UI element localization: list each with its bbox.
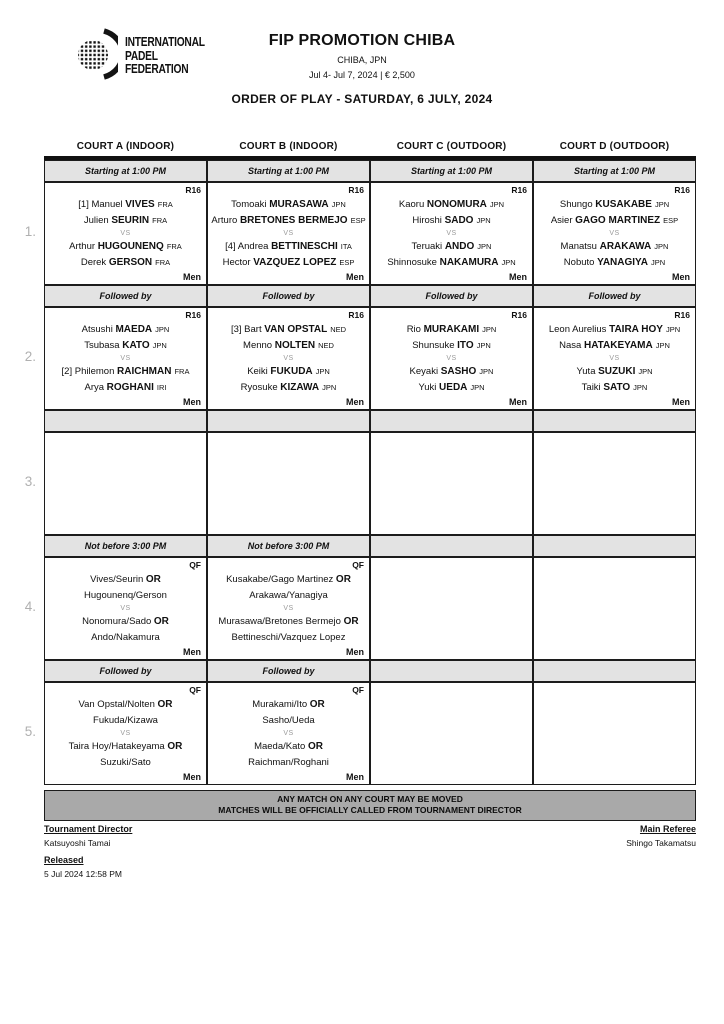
player-nationality: IRI: [156, 382, 167, 392]
player-first-name: Yuta: [576, 365, 599, 377]
player-surname: YANAGIYA: [597, 256, 649, 268]
vs-label: VS: [120, 354, 131, 362]
match-cell-r5-c3: [370, 682, 533, 785]
player-surname: RAICHMAN: [117, 365, 172, 377]
player-nationality: FRA: [155, 257, 171, 267]
category-label: Men: [346, 397, 364, 407]
player-surname: OR: [335, 573, 351, 585]
player-first-name: Arakawa/Yanagiya: [249, 589, 328, 601]
vs-label: VS: [120, 729, 131, 737]
vs-label: VS: [120, 604, 131, 612]
match-cell-r3-c4: [533, 432, 696, 535]
player-first-name: Kusakabe/Gago Martinez: [226, 573, 336, 585]
player-surname: UEDA: [439, 381, 468, 393]
session-band-r1-c4: Starting at 1:00 PM: [533, 160, 696, 182]
player-line: [418, 380, 484, 396]
player-first-name: Van Opstal/Nolten: [78, 698, 158, 710]
teams-block: [47, 196, 204, 271]
player-line: [218, 614, 358, 630]
tournament-director-name: Katsuyoshi Tamai: [44, 838, 111, 848]
player-first-name: [2] Philemon: [61, 365, 117, 377]
session-band-r4-c1: Not before 3:00 PM: [44, 535, 207, 557]
player-line: [78, 697, 172, 713]
teams-block: [210, 321, 367, 396]
player-first-name: Hector: [222, 256, 254, 268]
released-value: 5 Jul 2024 12:58 PM: [44, 869, 122, 879]
schedule-table: [44, 140, 696, 785]
order-of-play-title: ORDER OF PLAY - SATURDAY, 6 JULY, 2024: [231, 92, 493, 106]
player-line: [412, 213, 490, 229]
player-surname: BETTINESCHI: [271, 240, 338, 252]
player-line: [407, 322, 497, 338]
player-line: [84, 380, 166, 396]
player-nationality: FRA: [174, 366, 190, 376]
player-nationality: FRA: [157, 199, 173, 209]
teams-block: [373, 321, 530, 396]
player-surname: OR: [343, 615, 359, 627]
round-label: QF: [352, 685, 364, 695]
player-surname: OR: [309, 698, 325, 710]
event-title-block: [0, 32, 724, 80]
vs-label: VS: [120, 229, 131, 237]
logo-line-2: PADEL: [125, 48, 158, 63]
vs-label: VS: [283, 729, 294, 737]
player-nationality: ESP: [663, 215, 679, 225]
player-line: [410, 364, 494, 380]
match-cell-r4-c4: [533, 557, 696, 660]
player-first-name: Keyaki: [409, 365, 441, 377]
player-surname: MURAKAMI: [423, 323, 480, 335]
player-line: [549, 322, 680, 338]
player-line: [247, 364, 330, 380]
session-band-r3-c1: [44, 410, 207, 432]
match-cell-r2-c1: [44, 307, 207, 410]
player-nationality: JPN: [479, 366, 494, 376]
player-nationality: JPN: [665, 324, 681, 334]
match-cell-r2-c4: [533, 307, 696, 410]
player-first-name: Hugounenq/Gerson: [84, 589, 167, 601]
player-line: [561, 239, 669, 255]
round-label: R16: [185, 310, 201, 320]
player-first-name: Yuki: [418, 381, 440, 393]
session-band-r5-c4: [533, 660, 696, 682]
player-line: [248, 755, 329, 771]
notice-line-2: MATCHES WILL BE OFFICIALLY CALLED FROM TOURNAMENT DIRECTOR: [218, 805, 522, 815]
match-cell-r2-c2: [207, 307, 370, 410]
player-surname: OR: [153, 615, 169, 627]
player-surname: KATO: [122, 339, 150, 351]
court-headers: [44, 140, 696, 156]
player-surname: MAEDA: [115, 323, 153, 335]
player-first-name: Maeda/Kato: [254, 740, 308, 752]
event-location: CHIBA, JPN: [337, 55, 387, 65]
player-nationality: NED: [330, 324, 347, 334]
player-surname: SUZUKI: [598, 365, 636, 377]
player-nationality: FRA: [152, 215, 168, 225]
player-line: [582, 380, 648, 396]
player-line: [91, 630, 160, 646]
event-dates-prize: Jul 4- Jul 7, 2024 | € 2,500: [309, 70, 415, 80]
player-surname: NONOMURA: [426, 198, 487, 210]
teams-block: [536, 571, 693, 646]
category-label: Men: [346, 647, 364, 657]
vs-label: VS: [283, 229, 294, 237]
session-band-r3-c4: [533, 410, 696, 432]
category-label: Men: [509, 397, 527, 407]
category-label: Men: [509, 272, 527, 282]
teams-block: [47, 571, 204, 646]
player-surname: VIVES: [125, 198, 155, 210]
player-nationality: JPN: [633, 382, 648, 392]
player-first-name: Raichman/Roghani: [248, 756, 329, 768]
player-first-name: Asier: [550, 214, 576, 226]
player-surname: SATO: [603, 381, 631, 393]
teams-block: [47, 446, 204, 521]
player-surname: NAKAMURA: [439, 256, 499, 268]
teams-block: [373, 196, 530, 271]
player-surname: FUKUDA: [270, 365, 313, 377]
player-first-name: Teruaki: [411, 240, 445, 252]
player-first-name: [3] Bart: [230, 323, 265, 335]
player-first-name: Sasho/Ueda: [262, 714, 315, 726]
round-label: R16: [674, 185, 690, 195]
player-first-name: Murakami/Ito: [252, 698, 310, 710]
player-first-name: [4] Andrea: [225, 240, 272, 252]
player-first-name: Taira Hoy/Hatakeyama: [68, 740, 168, 752]
player-line: [100, 755, 151, 771]
player-line: [412, 239, 492, 255]
row-number-3: 3.: [24, 474, 36, 489]
match-cell-r4-c1: [44, 557, 207, 660]
teams-block: [210, 196, 367, 271]
session-band-r5-c1: Followed by: [44, 660, 207, 682]
category-label: Men: [183, 272, 201, 282]
player-nationality: JPN: [322, 382, 337, 392]
player-nationality: ESP: [350, 215, 366, 225]
vs-label: VS: [609, 229, 620, 237]
footer-left: [44, 822, 132, 886]
player-nationality: NED: [318, 340, 334, 350]
teams-block: [373, 571, 530, 646]
player-line: [84, 338, 167, 354]
player-line: [231, 322, 346, 338]
player-surname: KIZAWA: [280, 381, 320, 393]
player-surname: HUGOUNENQ: [97, 240, 164, 252]
player-line: [84, 213, 167, 229]
vs-label: VS: [446, 354, 457, 362]
round-label: R16: [511, 310, 527, 320]
vs-label: VS: [446, 229, 457, 237]
main-referee-label: Main Referee: [639, 824, 696, 834]
player-surname: ARAKAWA: [599, 240, 652, 252]
teams-block: [47, 321, 204, 396]
session-band-r4-c3: [370, 535, 533, 557]
tournament-director-label: Tournament Director: [44, 824, 133, 834]
footer-right: [626, 822, 696, 855]
logo-line-3: FEDERATION: [125, 62, 189, 77]
player-first-name: Hiroshi: [412, 214, 445, 226]
player-line: [81, 255, 170, 271]
player-surname: VAZQUEZ LOPEZ: [253, 256, 337, 268]
match-cell-r3-c2: [207, 432, 370, 535]
player-surname: ROGHANI: [106, 381, 154, 393]
player-nationality: JPN: [476, 340, 491, 350]
player-line: [82, 322, 170, 338]
session-band-r3-c3: [370, 410, 533, 432]
round-label: QF: [189, 560, 201, 570]
match-cell-r5-c4: [533, 682, 696, 785]
player-first-name: Nonomura/Sado: [82, 615, 154, 627]
player-first-name: Derek: [80, 256, 109, 268]
player-nationality: JPN: [476, 215, 491, 225]
player-line: [387, 255, 515, 271]
court-header-d: COURT D (OUTDOOR): [559, 141, 670, 152]
player-nationality: JPN: [655, 340, 670, 350]
player-first-name: Ando/Nakamura: [91, 631, 160, 643]
round-label: QF: [352, 560, 364, 570]
player-line: [232, 630, 346, 646]
player-surname: GERSON: [108, 256, 153, 268]
player-first-name: Tomoaki: [231, 198, 270, 210]
player-line: [249, 588, 328, 604]
teams-block: [536, 196, 693, 271]
teams-block: [536, 446, 693, 521]
session-band-r5-c3: [370, 660, 533, 682]
player-first-name: Atsushi: [81, 323, 116, 335]
player-first-name: Fukuda/Kizawa: [93, 714, 158, 726]
session-band-r2-c4: Followed by: [533, 285, 696, 307]
player-nationality: JPN: [654, 241, 669, 251]
category-label: Men: [183, 647, 201, 657]
released-label: Released: [44, 855, 84, 865]
player-first-name: Manatsu: [560, 240, 600, 252]
player-first-name: Keiki: [247, 365, 271, 377]
player-first-name: Shunsuke: [412, 339, 458, 351]
round-label: R16: [348, 310, 364, 320]
match-cell-r3-c3: [370, 432, 533, 535]
player-line: [564, 255, 665, 271]
session-band-r5-c2: Followed by: [207, 660, 370, 682]
round-label: QF: [189, 685, 201, 695]
player-nationality: JPN: [155, 324, 170, 334]
player-line: [226, 572, 351, 588]
player-line: [559, 338, 670, 354]
category-label: Men: [183, 397, 201, 407]
teams-block: [210, 446, 367, 521]
player-line: [560, 197, 669, 213]
court-header-c: COURT C (OUTDOOR): [396, 141, 507, 152]
player-first-name: Leon Aurelius: [548, 323, 610, 335]
player-line: [62, 364, 190, 380]
player-line: [254, 739, 323, 755]
player-surname: GAGO MARTINEZ: [575, 214, 661, 226]
session-band-r1-c1: Starting at 1:00 PM: [44, 160, 207, 182]
player-first-name: [1] Manuel: [78, 198, 126, 210]
player-first-name: Julien: [83, 214, 112, 226]
session-band-r2-c1: Followed by: [44, 285, 207, 307]
teams-block: [373, 696, 530, 771]
player-surname: SASHO: [440, 365, 477, 377]
player-first-name: Kaoru: [398, 198, 427, 210]
player-line: [243, 338, 334, 354]
category-label: Men: [346, 772, 364, 782]
player-nationality: ESP: [339, 257, 355, 267]
player-first-name: Murasawa/Bretones Bermejo: [218, 615, 344, 627]
player-surname: ANDO: [444, 240, 475, 252]
notice-line-1: ANY MATCH ON ANY COURT MAY BE MOVED: [277, 794, 463, 804]
player-surname: OR: [307, 740, 323, 752]
row-number-4: 4.: [24, 599, 36, 614]
logo-line-1: INTERNATIONAL: [125, 35, 205, 50]
category-label: Men: [672, 397, 690, 407]
player-nationality: JPN: [482, 324, 497, 334]
player-first-name: Ryosuke: [240, 381, 281, 393]
player-first-name: Nobuto: [563, 256, 598, 268]
player-line: [399, 197, 504, 213]
player-surname: VAN OPSTAL: [264, 323, 328, 335]
match-cell-r1-c1: [44, 182, 207, 285]
player-first-name: Tsubasa: [84, 339, 123, 351]
teams-block: [536, 696, 693, 771]
player-line: [252, 697, 325, 713]
schedule-grid: [44, 156, 696, 785]
player-line: [576, 364, 652, 380]
player-first-name: Taiki: [581, 381, 604, 393]
player-line: [69, 739, 183, 755]
player-nationality: JPN: [501, 257, 516, 267]
player-line: [93, 713, 158, 729]
player-surname: HATAKEYAMA: [583, 339, 653, 351]
session-band-r4-c4: [533, 535, 696, 557]
category-label: Men: [183, 772, 201, 782]
player-line: [223, 255, 355, 271]
player-first-name: Arthur: [69, 240, 98, 252]
player-nationality: JPN: [315, 366, 330, 376]
row-number-1: 1.: [24, 224, 36, 239]
player-line: [82, 614, 169, 630]
teams-block: [47, 696, 204, 771]
teams-block: [210, 696, 367, 771]
row-number-2: 2.: [24, 349, 36, 364]
main-referee-name: Shingo Takamatsu: [626, 838, 696, 848]
player-nationality: JPN: [489, 199, 505, 209]
player-first-name: Arya: [84, 381, 107, 393]
player-surname: TAIRA HOY: [609, 323, 663, 335]
player-line: [90, 572, 161, 588]
session-band-r2-c2: Followed by: [207, 285, 370, 307]
match-cell-r2-c3: [370, 307, 533, 410]
vs-label: VS: [283, 604, 294, 612]
player-nationality: JPN: [638, 366, 653, 376]
match-cell-r4-c2: [207, 557, 370, 660]
match-cell-r5-c1: [44, 682, 207, 785]
match-cell-r4-c3: [370, 557, 533, 660]
player-line: [78, 197, 172, 213]
match-cell-r1-c2: [207, 182, 370, 285]
player-first-name: Vives/Seurin: [90, 573, 146, 585]
category-label: Men: [346, 272, 364, 282]
player-line: [84, 588, 167, 604]
teams-block: [210, 571, 367, 646]
session-band-r2-c3: Followed by: [370, 285, 533, 307]
teams-block: [373, 446, 530, 521]
player-nationality: JPN: [470, 382, 485, 392]
player-line: [551, 213, 678, 229]
player-surname: SEURIN: [111, 214, 150, 226]
round-label: R16: [674, 310, 690, 320]
player-surname: OR: [157, 698, 173, 710]
player-surname: ITO: [457, 339, 474, 351]
player-line: [262, 713, 314, 729]
vs-label: VS: [609, 354, 620, 362]
player-surname: BRETONES BERMEJO: [239, 214, 348, 226]
player-nationality: ITA: [340, 241, 352, 251]
round-label: R16: [185, 185, 201, 195]
player-line: [211, 213, 365, 229]
session-band-r3-c2: [207, 410, 370, 432]
player-line: [69, 239, 182, 255]
match-cell-r1-c3: [370, 182, 533, 285]
vs-label: VS: [283, 354, 294, 362]
player-line: [412, 338, 491, 354]
teams-block: [536, 321, 693, 396]
player-surname: OR: [145, 573, 161, 585]
session-band-r4-c2: Not before 3:00 PM: [207, 535, 370, 557]
player-line: [225, 239, 352, 255]
player-surname: KUSAKABE: [595, 198, 652, 210]
player-nationality: JPN: [477, 241, 492, 251]
player-surname: NOLTEN: [274, 339, 316, 351]
player-first-name: Shinnosuke: [387, 256, 440, 268]
player-first-name: Bettineschi/Vazquez Lopez: [231, 631, 346, 643]
player-first-name: Shungo: [559, 198, 596, 210]
notice-banner: [44, 790, 696, 821]
match-cell-r5-c2: [207, 682, 370, 785]
player-nationality: JPN: [651, 257, 666, 267]
player-first-name: Nasa: [559, 339, 584, 351]
match-cell-r3-c1: [44, 432, 207, 535]
session-band-r1-c3: Starting at 1:00 PM: [370, 160, 533, 182]
player-nationality: JPN: [654, 199, 670, 209]
round-label: R16: [348, 185, 364, 195]
round-label: R16: [511, 185, 527, 195]
player-nationality: JPN: [331, 199, 346, 209]
player-line: [241, 380, 337, 396]
player-nationality: JPN: [152, 340, 167, 350]
player-first-name: Menno: [243, 339, 275, 351]
player-surname: MURASAWA: [269, 198, 329, 210]
player-line: [231, 197, 346, 213]
player-nationality: FRA: [166, 241, 182, 251]
session-band-r1-c2: Starting at 1:00 PM: [207, 160, 370, 182]
player-first-name: Arturo: [211, 214, 240, 226]
player-surname: OR: [167, 740, 183, 752]
row-number-5: 5.: [24, 724, 36, 739]
match-cell-r1-c4: [533, 182, 696, 285]
player-first-name: Suzuki/Sato: [100, 756, 151, 768]
event-title: FIP PROMOTION CHIBA: [268, 32, 456, 49]
player-first-name: Rio: [406, 323, 424, 335]
court-header-b: COURT B (INDOOR): [239, 141, 338, 152]
player-surname: SADO: [444, 214, 474, 226]
category-label: Men: [672, 272, 690, 282]
court-header-a: COURT A (INDOOR): [76, 141, 175, 152]
